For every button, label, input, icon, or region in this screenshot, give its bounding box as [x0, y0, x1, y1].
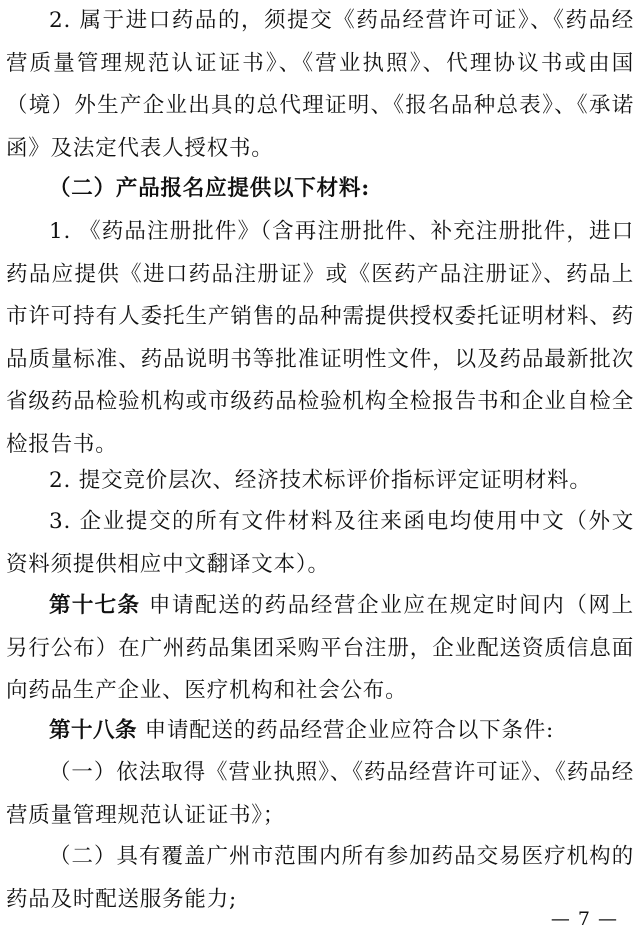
section-heading-product-materials: （二）产品报名应提供以下材料: [49, 176, 370, 201]
article-18-body: 申请配送的药品经营企业应符合以下条件: [144, 718, 555, 743]
article-18-title: 第十八条 [49, 718, 138, 743]
paragraph-bidding-materials: 2. 提交竞价层次、经济技术标评价指标评定证明材料。 [49, 468, 592, 493]
paragraph-delivery-capacity: （二）具有覆盖广州市范围内所有参加药品交易医疗机构的药品及时配送服务能力; [6, 844, 634, 912]
page-number: — 7 — [550, 908, 618, 930]
paragraph-imported-drugs: 2. 属于进口药品的，须提交《药品经营许可证》、《药品经营质量管理规范认证证书》、《营业执照》、代理协议书或由国（境）外生产企业出具的总代理证明、《报名品种总表》、《承诺函》及法定代表人授权书。 [6, 8, 634, 161]
article-17 [6, 585, 634, 713]
article-18 [6, 710, 634, 753]
article-17-body: 申请配送的药品经营企业应在规定时间内（网上另行公布）在广州药品集团采购平台注册，企业配送资质信息面向药品生产企业、医疗机构和社会公布。 [6, 593, 634, 703]
paragraph-licenses: （一）依法取得《营业执照》、《药品经营许可证》、《药品经营质量管理规范认证证书》； [6, 760, 634, 828]
paragraph-drug-registration: 1. 《药品注册批件》（含再注册批件、补充注册批件，进口药品应提供《进口药品注册证》或《医药产品注册证》、药品上市许可持有人委托生产销售的品种需提供授权委托证明材料、药品质量标准、药品说明书等批准证明性文件，以及药品最新批次省级药品检验机构或市级药品检验机构全检报告书和企业自检全检报告书。 [6, 219, 634, 457]
article-17-title: 第十七条 [49, 593, 141, 618]
paragraph-chinese-language: 3. 企业提交的所有文件材料及往来函电均使用中文（外文资料须提供相应中文翻译文本）。 [6, 509, 634, 577]
